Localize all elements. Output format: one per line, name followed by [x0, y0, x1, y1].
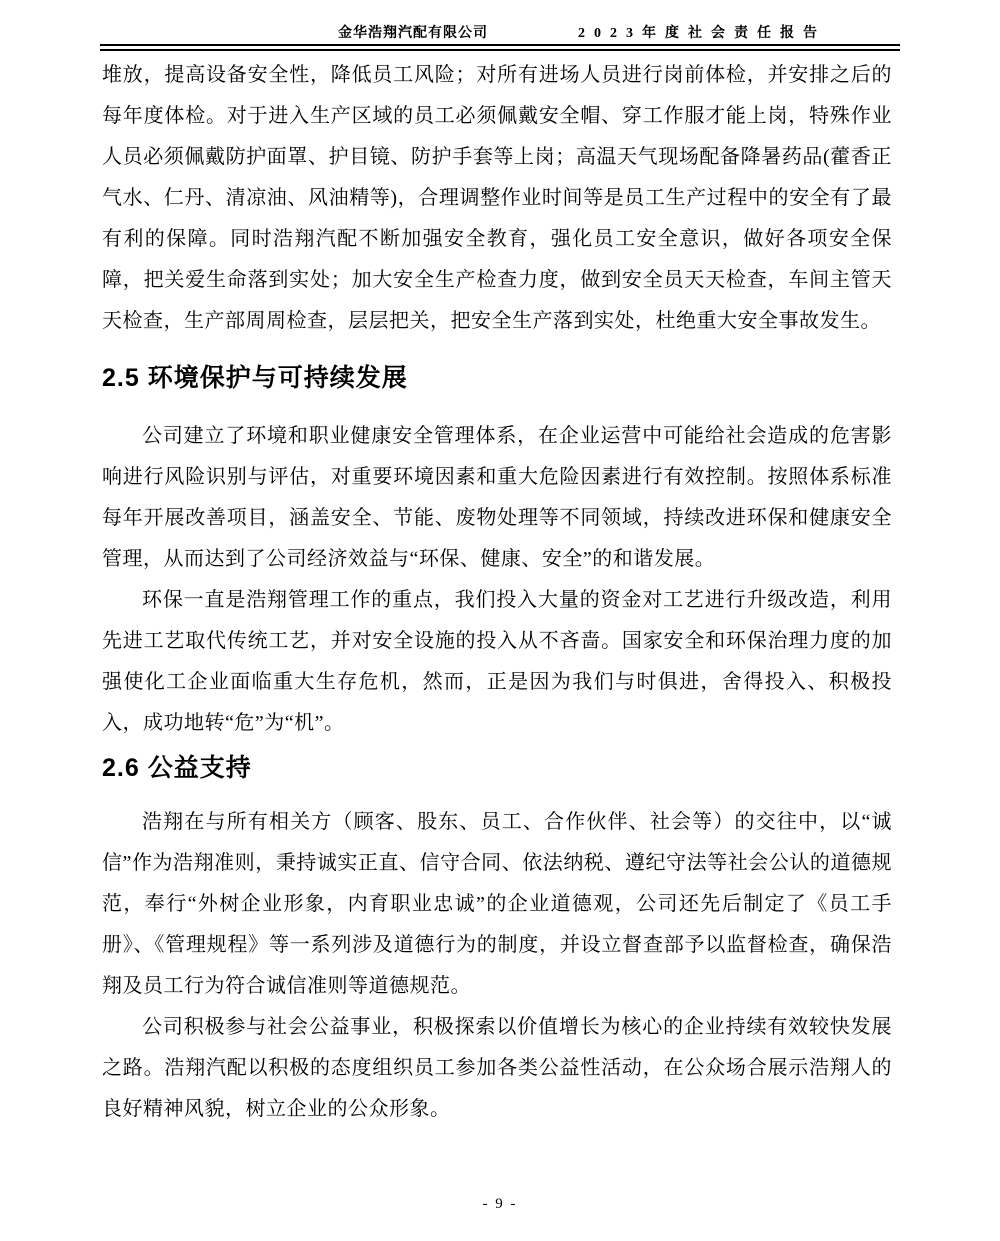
- page-body: [102, 55, 892, 1130]
- page-footer: [0, 1196, 1000, 1213]
- page-header: [100, 22, 900, 44]
- header-report-title: 2023年度社会责任报告: [578, 26, 826, 41]
- paragraph-public-welfare-1: 浩翔在与所有相关方（顾客、股东、员工、合作伙伴、社会等）的交往中，以“诚信”作为浩翔准则，秉持诚实正直、信守合同、依法纳税、遵纪守法等社会公认的道德规范，奉行“外树企业形象，内育职业忠诚”的企业道德观，公司还先后制定了《员工手册》、《管理规程》等一系列涉及道德行为的制度，并设立督查部予以监督检查，确保浩翔及员工行为符合诚信准则等道德规范。: [102, 811, 892, 997]
- section-heading-2-5: 2.5 环境保护与可持续发展: [102, 364, 408, 392]
- section-heading-2-6: 2.6 公益支持: [102, 754, 252, 782]
- header-company-name: 金华浩翔汽配有限公司: [338, 26, 488, 41]
- paragraph-environment-2: 环保一直是浩翔管理工作的重点，我们投入大量的资金对工艺进行升级改造，利用先进工艺取代传统工艺，并对安全设施的投入从不吝啬。国家安全和环保治理力度的加强使化工企业面临重大生存危机，然而，正是因为我们与时俱进，舍得投入、积极投入，成功地转“危”为“机”。: [102, 589, 892, 734]
- page-number: - 9 -: [482, 1196, 518, 1212]
- paragraph-environment-1: 公司建立了环境和职业健康安全管理体系，在企业运营中可能给社会造成的危害影响进行风险识别与评估，对重要环境因素和重大危险因素进行有效控制。按照体系标准每年开展改善项目，涵盖安全、节能、废物处理等不同领域，持续改进环保和健康安全管理，从而达到了公司经济效益与“环保、健康、安全”的和谐发展。: [102, 425, 892, 570]
- paragraph-public-welfare-2: 公司积极参与社会公益事业，积极探索以价值增长为核心的企业持续有效较快发展之路。浩翔汽配以积极的态度组织员工参加各类公益性活动，在公众场合展示浩翔人的良好精神风貌，树立企业的公众形象。: [102, 1016, 892, 1120]
- paragraph-safety-continuation: 堆放，提高设备安全性，降低员工风险；对所有进场人员进行岗前体检，并安排之后的每年度体检。对于进入生产区域的员工必须佩戴安全帽、穿工作服才能上岗，特殊作业人员必须佩戴防护面罩、护目镜、防护手套等上岗；高温天气现场配备降暑药品(藿香正气水、仁丹、清凉油、风油精等)，合理调整作业时间等是员工生产过程中的安全有了最有利的保障。同时浩翔汽配不断加强安全教育，强化员工安全意识，做好各项安全保障，把关爱生命落到实处；加大安全生产检查力度，做到安全员天天检查，车间主管天天检查，生产部周周检查，层层把关，把安全生产落到实处，杜绝重大安全事故发生。: [102, 64, 892, 332]
- header-double-rule: [100, 44, 900, 51]
